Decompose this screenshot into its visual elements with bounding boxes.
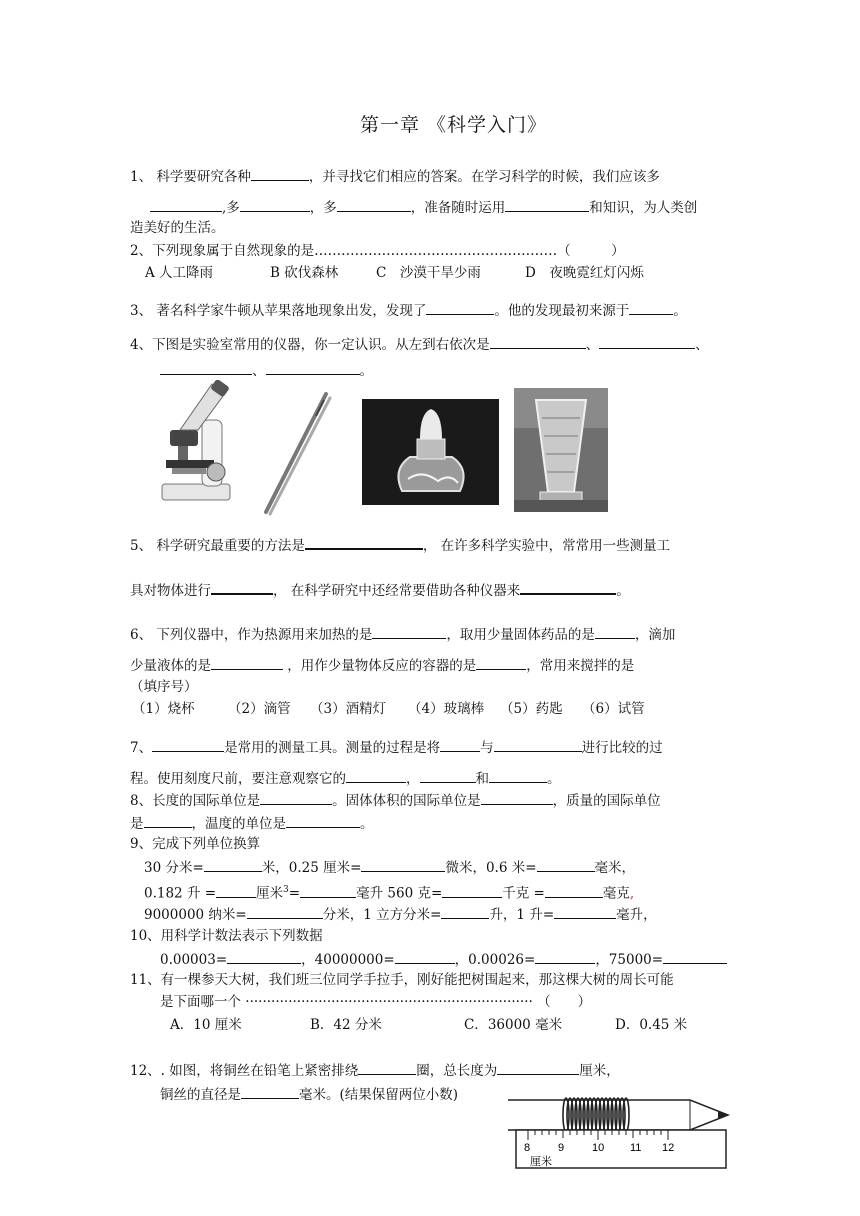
answer-blank[interactable] (494, 737, 582, 752)
answer-blank[interactable] (629, 300, 673, 315)
question-6-item-6: （6）试管 (582, 701, 645, 717)
answer-blank[interactable] (337, 197, 411, 212)
question-11-option-a[interactable]: A．10 厘米 (170, 1017, 242, 1033)
microscope-image (150, 380, 242, 508)
answer-blank[interactable] (441, 904, 489, 919)
answer-blank[interactable] (497, 1060, 579, 1075)
answer-blank[interactable] (160, 360, 252, 375)
answer-blank[interactable] (358, 1060, 416, 1075)
question-4-line-2: 、 。 (160, 360, 373, 380)
answer-blank[interactable] (150, 197, 222, 212)
answer-blank[interactable] (545, 883, 603, 898)
answer-blank[interactable] (599, 334, 695, 349)
answer-blank[interactable] (346, 768, 406, 783)
question-12-line-2: 铜丝的直径是 毫米。(结果保留两位小数) (160, 1084, 458, 1104)
question-1-line-1: 1、 科学要研究各种 ，并寻找它们相应的答案。在学习科学的时候，我们应该多 (130, 166, 660, 186)
answer-blank[interactable] (286, 813, 360, 828)
question-6-item-4: （4）玻璃棒 (408, 701, 485, 717)
question-6-item-5: （5）药匙 (500, 701, 563, 717)
answer-blank[interactable] (426, 300, 494, 315)
answer-blank[interactable] (260, 790, 332, 805)
ruler-tick-label-12: 12 (662, 1142, 675, 1154)
question-6-line-1: 6、 下列仪器中，作为热源用来加热的是 ，取用少量固体药品的是 ，滴加 (130, 624, 675, 644)
question-2-stem: 2、下列现象属于自然现象的是………………………………………………（ ） (130, 243, 625, 259)
answer-blank[interactable] (247, 904, 323, 919)
answer-blank[interactable] (211, 655, 283, 670)
question-1-line-3: 造美好的生活。 (130, 220, 225, 236)
page-title: 第一章 《科学入门》 (360, 114, 548, 136)
answer-blank[interactable] (204, 857, 262, 872)
pencil-wire-ruler-diagram (508, 1090, 736, 1178)
answer-blank[interactable] (251, 166, 309, 181)
question-5-line-1: 5、 科学研究最重要的方法是 ， 在许多科学实验中，常常用一些测量工 (130, 534, 670, 555)
answer-blank[interactable] (554, 904, 616, 919)
ruler-tick-label-8: 8 (524, 1142, 531, 1154)
answer-blank[interactable] (266, 360, 360, 375)
answer-blank[interactable] (240, 197, 310, 212)
question-12-line-1: 12、. 如图，将铜丝在铅笔上紧密排绕 圈，总长度为 厘米， (130, 1060, 620, 1080)
question-2-option-d[interactable]: D 夜晚霓红灯闪烁 (525, 265, 644, 281)
question-6-item-1: （1）烧杯 (132, 701, 195, 717)
ruler-unit-label: 厘米 (530, 1155, 552, 1168)
answer-blank[interactable] (152, 737, 224, 752)
question-6-item-3: （3）酒精灯 (310, 701, 387, 717)
question-2-option-b[interactable]: B 砍伐森林 (270, 265, 339, 281)
answer-blank[interactable] (395, 949, 455, 964)
answer-blank[interactable] (305, 534, 423, 550)
answer-blank[interactable] (216, 883, 256, 898)
answer-blank[interactable] (595, 624, 635, 639)
question-11-option-d[interactable]: D．0.45 米 (615, 1017, 688, 1033)
answer-blank[interactable] (442, 883, 502, 898)
answer-blank[interactable] (520, 579, 616, 595)
question-9-stem: 9、完成下列单位换算 (130, 836, 261, 852)
question-11-option-b[interactable]: B．42 分米 (310, 1017, 382, 1033)
question-7-line-2: 程。使用刻度尺前，要注意观察它的 ， 和 。 (130, 768, 561, 788)
question-7-line-1: 7、 是常用的测量工具。测量的过程是将 与 进行比较的过 (130, 737, 663, 757)
question-10-stem: 10、用科学计数法表示下列数据 (130, 928, 323, 944)
question-11-option-c[interactable]: C．36000 毫米 (464, 1017, 563, 1033)
ruler-tick-label-9: 9 (558, 1142, 565, 1154)
answer-blank[interactable] (144, 813, 192, 828)
answer-blank[interactable] (361, 857, 445, 872)
measuring-cylinder-image (514, 388, 608, 512)
question-11-line-2: 是下面哪一个 ··································································· （ ） (160, 994, 592, 1010)
answer-blank[interactable] (241, 1084, 299, 1099)
tweezers-image (258, 390, 334, 516)
question-8-line-2: 是 ，温度的单位是 。 (130, 813, 374, 833)
answer-blank[interactable] (537, 857, 595, 872)
answer-blank[interactable] (505, 197, 589, 212)
answer-blank[interactable] (481, 790, 553, 805)
answer-blank[interactable] (490, 334, 586, 349)
question-6-line-2: 少量液体的是 ，用作少量物体反应的容器的是 ，常用来搅拌的是 (130, 655, 634, 675)
answer-blank[interactable] (211, 579, 273, 595)
pencil-shape (508, 1100, 728, 1130)
ruler-tick-label-11: 11 (630, 1142, 642, 1154)
answer-blank[interactable] (663, 949, 727, 964)
question-5-line-2: 具对物体进行 ， 在科学研究中还经常要借助各种仪器来 。 (130, 579, 630, 600)
answer-blank[interactable] (372, 624, 446, 639)
ruler-tick-label-10: 10 (592, 1142, 605, 1154)
question-2-option-c[interactable]: C 沙漠干旱少雨 (376, 265, 481, 281)
alcohol-lamp-image (362, 399, 499, 505)
question-9-row-1: 30 分米= 米，0.25 厘米= 微米，0.6 米= 毫米， (144, 857, 635, 877)
question-9-row-2: 0.182 升 = 厘米$^3$= 毫升 560 克= 千克 = 毫克, (144, 881, 634, 903)
answer-blank[interactable] (535, 949, 595, 964)
question-3: 3、 著名科学家牛顿从苹果落地现象出发，发现了 。他的发现最初来源于 。 (130, 300, 687, 320)
answer-blank[interactable] (489, 768, 547, 783)
question-1-line-2: ,多 ，多 ，准备随时运用 和知识，为人类创 (150, 197, 697, 217)
question-6-note: （填序号） (130, 679, 198, 695)
question-8-line-1: 8、长度的国际单位是 。固体体积的国际单位是 ，质量的国际单位 (130, 790, 661, 810)
question-10-row: 0.00003= ，40000000= ，0.00026= ，75000= (160, 949, 727, 969)
answer-blank[interactable] (227, 949, 301, 964)
answer-blank[interactable] (440, 737, 480, 752)
question-6-item-2: （2）滴管 (228, 701, 291, 717)
answer-blank[interactable] (300, 883, 356, 898)
question-9-row-3: 9000000 纳米= 分米，1 立方分米= 升，1 升= 毫升， (144, 904, 657, 924)
question-2-option-a[interactable]: A 人工降雨 (145, 265, 214, 281)
question-4-line-1: 4、下图是实验室常用的仪器，你一定认识。从左到右依次是 、 、 (130, 334, 709, 354)
answer-blank[interactable] (476, 655, 526, 670)
question-11-line-1: 11、有一棵参天大树，我们班三位同学手拉手，刚好能把树围起来，那这棵大树的周长可能 (130, 972, 674, 988)
answer-blank[interactable] (420, 768, 476, 783)
